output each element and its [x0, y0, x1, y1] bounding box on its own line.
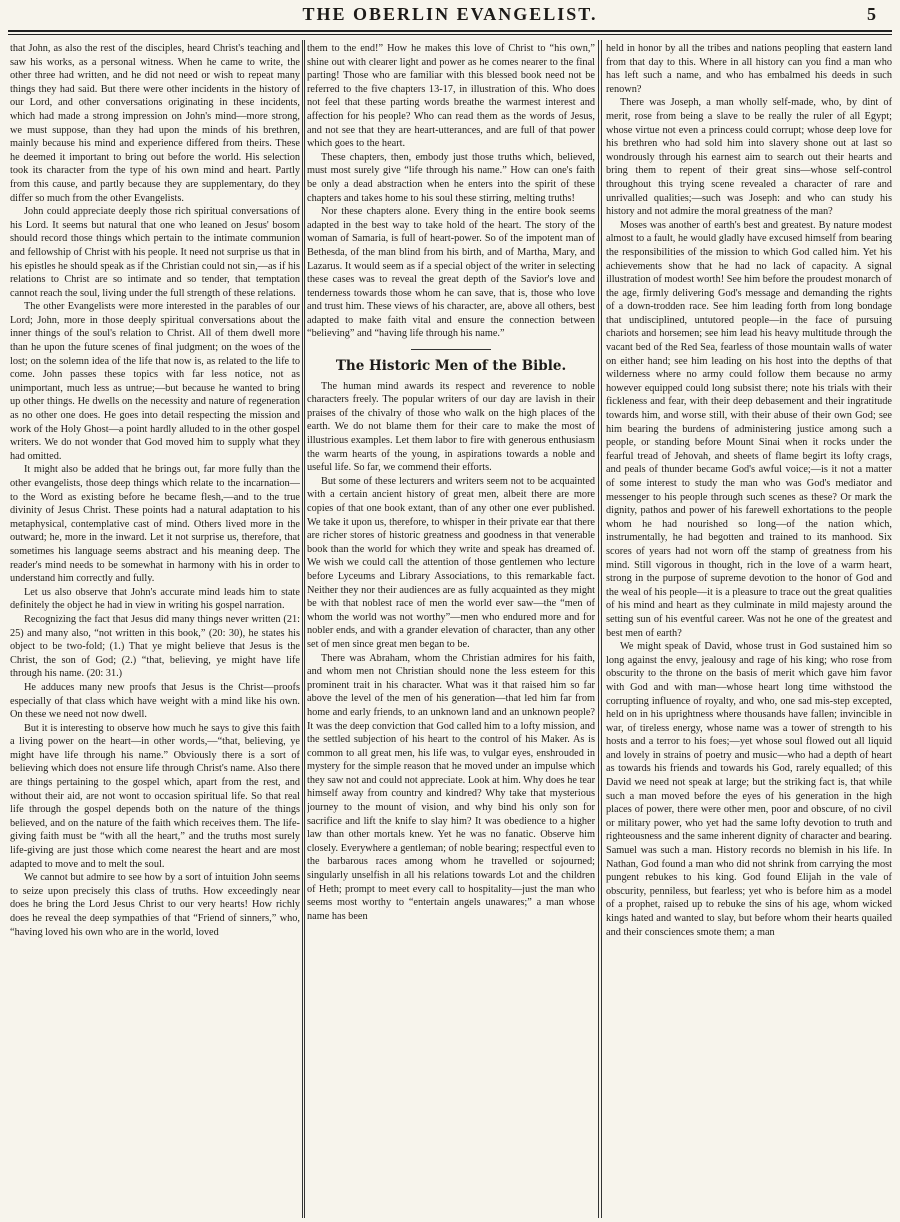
paragraph: These chapters, then, embody just those truths which, believed, must most surely give “life through his name.” How can one's faith be only a dead abstraction when he enters into the spirit of these chapters and takes home to his soul these stirring, melting truths! [307, 151, 595, 204]
paragraph: The human mind awards its respect and reverence to noble characters freely. The popular writers of our day are lavish in their praises of the chivalry of those who walk on the high places of the earth. We do not blame them for their care to make the most of illustrious examples. Let them labor to fire with generous enthusiasm the warm hearts of the young, in aspirations towards a noble and useful life. So far, we commend their efforts. [307, 380, 595, 474]
page-number: 5 [867, 4, 876, 24]
paragraph: them to the end!” How he makes this love of Christ to “his own,” shine out with clearer light and power as he comes nearer to the final parting! Those who are familiar with this blessed book need not be referred to the five chapters 13-17, in illustration of this. Who does not feel that these parting words breathe the warmest interest and affection for his people? Who can read them as the words of Jesus, and not see that they are heart-utterances, and are full of that power which goes to the heart. [307, 43, 595, 150]
paragraph: There was Joseph, a man wholly self-made, who, by dint of merit, rose from being a slave to be really the ruler of all Egypt; whose virtue not even a princess could corrupt; whose deep love for his brethren who had sold him into slavery shone out at last so wondrously through his earnest aim to search out their hearts and bring them to repent of their great sins—whose self-control throughout this trying scene revealed a character of rare and unrivalled qualities;—such was Joseph: and who can study his history and not admire the moral greatness of the man? [606, 97, 892, 218]
column-3 [606, 42, 892, 1214]
paragraph: The other Evangelists were more interested in the parables of our Lord; John, more in those deeply spiritual conversations about the inner things of the soul's relation to Christ. All of them dwell more than he upon the future scenes of final judgment; on the woes of the lost; on the solemn idea of the life that now is, as related to the life to come. John passes these topics with far less notice, not as unimportant, much less as untrue;—but because he wanted to bring up other things. He dwells on the necessity and nature of regeneration as no other one does. He goes into detail respecting the mission and work of the Holy Ghost—a point hardly alluded to in the other gospel writers. We do not wonder that God moved him to supply what they had omitted. [10, 301, 300, 462]
section-divider [411, 349, 491, 350]
paragraph: It might also be added that he brings out, far more fully than the other evangelists, those deep things which relate to the incarnation—to the Word as existing before he became flesh,—and to the true divinity of Jesus Christ. These points had a natural adaptation to his metaphysical, contemplative cast of mind. Others lived more in the outward; he, more in the inward. Let it not surprise us, therefore, that sometimes his language seems abstract and his meaning deep. The reader's mind needs to be somewhat in harmony with his in order to understand him correctly and fully. [10, 464, 300, 585]
masthead [0, 0, 900, 30]
masthead-rule-thin [8, 34, 892, 35]
column-divider [304, 40, 305, 1218]
paragraph: But some of these lecturers and writers seem not to be acquainted with a certain ancient history of great men, albeit there are more copies of that one book extant, than of any other one ever published. We take it upon us, therefore, to whisper in their private ear that there are richer stores of historic greatness and goodness in that venerable book than the world for which they write and speak has dreamed of. We wish we could call the attention of those gentlemen who lecture before Lyceums and Library Associations, to this remarkable fact. Neither they nor their audiences are as fully acquainted as they might be with that noblest race of men the world ever saw—the “men of whom the world was not worthy”—men who endured more and for nobler ends, and with a grander elevation of character, than any other set of men since great men began to be. [307, 475, 595, 650]
paragraph: John could appreciate deeply those rich spiritual conversations of his Lord. It seems but natural that one who leaned on Jesus' bosom should record those things which pertain to the intimate communion and fellowship of Christ with his people. It need not surprise us that in his epistles he should speak as if the Christian could not sin,—as if his relations to Christ are so intimate and so tender, that temptation cannot reach the soul, living under the full strength of these relations. [10, 206, 300, 299]
paragraph: Moses was another of earth's best and greatest. By nature modest almost to a fault, he would gladly have excused himself from bearing the responsibilities of the mission to which God called him. Yet his achievements show that he had no lack of capacity. A signal illustration of modest worth! See him before the proudest monarch of the age, firmly delivering God's message and demanding the rights of a down-trodden race. See him leading forth from long bondage that undisciplined, untutored people—in the face of pursuing chariots and horsemen; see him lead his heavy multitude through the vacant bed of the Red Sea, fearless of those mountain walls of water on either hand; see him leading on his host into the depths of that wilderness where no army could follow them because no army however equipped could long subsist there; note his trials with their fickleness and fear, with their deep debasement and their ingratitude towards him, and worse still, with their abuse of their own God; see him bearing the burdens of administering justice among such a people, or standing before Mount Sinai when it rocks under the fearful tread of Jehovah, and sheets of flame begirt its lofty crags, and peals of thunder became God's awful voice;—is it not a matter of some interest to study the man who was God's mediator and messenger to his people through such scenes as these? Or mark the dignity, pathos and power of his farewell exhortations to the people whom he had nourished so long—of the nation which, instrumentally, he had begotten and trained to its manhood. Six scores of years had not worn off the stamp of greatness from his mind. Still vigorous in thought, rich in the love of a warm heart, strong in the purpose of supreme devotion to the honor of God and the weal of his people—it is a pleasure to trace out the great qualities of his mind and heart as they culminate in mild majesty around the setting sun of his eventful career. Was not he one of the greatest and best men of earth? [606, 219, 892, 639]
paragraph: Recognizing the fact that Jesus did many things never written (21: 25) and many also, “not written in this book,” (20: 30), he states his object to be two-fold; (1.) That ye might believe that Jesus is the Christ, the son of God; (2.) “that, believing, ye might have life through his name. (20: 31.) [10, 613, 300, 680]
paragraph: held in honor by all the tribes and nations peopling that eastern land from that day to this. Where in all history can you find a man who has left such a name, and who has embalmed his deeds in such renown? [606, 43, 892, 95]
paragraph: He adduces many new proofs that Jesus is the Christ—proofs especially of that class which have weight with a mind like his own. On these we need not now dwell. [10, 681, 300, 721]
paragraph: But it is interesting to observe how much he says to give this faith a living power on the heart—in other words,—“that, believing, ye might have life through his name.” Obviously there is a sort of believing which does not ensure life through Christ's name. Also there are things pertaining to the gospel which, apart from the rest, and without their aid, are not wont to occasion spiritual life. So that real life through the gospel depends both on the nature of the things believed, and on the nature of the faith which receives them. The life-giving faith must be “with all the heart,” and the truths most surely life-giving are just those which come nearest the heart and are most adapted to move and to melt the soul. [10, 722, 300, 870]
section-heading: The Historic Men of the Bible. [335, 358, 567, 375]
newspaper-title: THE OBERLIN EVANGELIST. [302, 4, 598, 24]
paragraph: There was Abraham, whom the Christian admires for his faith, and whom men not Christian should none the less esteem for this prominent trait in his character. What was it that raised him so far above the level of the men of his generation—that led him far from home and early friends, to an unknown land and an unknown people? It was the deep conviction that God called him to a lofty mission, and the settled subjection of his heart to the control of his Maker. As is common to all great men, his life was, to vulgar eyes, enshrouded in mystery for the simple reason that he moved under an impulse which they saw not and could not appreciate. Look at him. Why does he tear himself away from country and kindred? Why take that mysterious journey to the mount of vision, and why bind his only son for sacrifice and lift the knife to slay him? It was obedience to a higher law than other mortals knew. Yet he was no fanatic. Observe him closely. Everywhere a gentleman; of noble bearing; respectful even to the barbarous races among whom he travelled or sojourned; singularly unselfish in all his relations towards Lot and the children of Heth; prompt to meet every call to hospitality—just the man who seems most worthy to “entertain angels unawares;” a man whose name has been [307, 652, 595, 922]
paragraph: We cannot but admire to see how by a sort of intuition John seems to seize upon precisely this class of truths. How exceedingly near does he bring the Lord Jesus Christ to our very hearts! How richly does he reveal the deep sympathies of that “Friend of sinners,” who, “having loved his own who are in the world, loved [10, 872, 300, 938]
column-divider [601, 40, 602, 1218]
column-divider [598, 40, 599, 1218]
paragraph: Let us also observe that John's accurate mind leads him to state definitely the object he had in view in writing his gospel narration. [10, 586, 300, 612]
paragraph: that John, as also the rest of the disciples, heard Christ's teaching and saw his works, as a personal witness. When he came to write, the other three had written, and he did not need or wish to repeat many things they had said. But there were other incidents in the history of our Lord, and other conversations originating in these incidents, which had made a strong impression on John's mind—more strong, we must suppose, than they had upon the minds of his brethren, mainly because his mind and experience differed from theirs. These he deemed it important to bring out before the world. His selection took its character from the type of his own mind and heart. Partly from this cause, and partly because they are supplementary, do they differ so much from the other Evangelists. [10, 43, 300, 204]
paragraph: Nor these chapters alone. Every thing in the entire book seems adapted in the best way to take hold of the heart. The story of the woman of Samaria, is full of heart-power. So of the impotent man of Bethesda, of the man blind from his birth, and of Martha, Mary, and Lazarus. It would seem as if a special object of the writer in selecting these cases was to reveal the great depth of the Savior's love and tenderness towards those whom he can save, that is, those who love and trust him. These views of his character, are, above all others, best adapted to make faith vital and ensure the connection between “believing” and “having life through his name.” [307, 206, 595, 340]
paragraph: We might speak of David, whose trust in God sustained him so long against the envy, jealousy and rage of his king; who rose from obscurity to the throne on the basis of merit which gave him favor with God and with man—whose heart long time withstood the corrupting influence of royalty, and who, one sad mis-step excepted, held on in his uprightness where thousands have fallen; invincible in war, of tireless energy, whose name was a tower of strength to his hosts and a terror to his foes;—yet whose soul flowed out all liquid and lovely in strains of poetry and music—who had a depth of heart as towards his friends and towards his God, rarely equalled; of this David we need not speak at large; but the striking fact is, that while such a man moved before the eyes of his generation in the high places of power, there were other men, poor and obscure, of no civil or military power, who yet had the same lofty devotion to truth and righteousness and the same inherent dignity of character and bearing. Samuel was such a man. History records no blemish in his life. In Nathan, God found a man who did not shrink from carrying the most pungent rebukes to his king. God found Elijah in the vale of obscurity, penniless, but fearless; yet who is before him as a model of a prophet, raised up to rebuke the sins of his age, whom wicked kings hated and wanted to slay, but before whom their hearts quailed and their consciences smote them; a man [606, 641, 892, 938]
masthead-rule [8, 30, 892, 32]
column-1 [10, 42, 300, 1214]
column-divider [302, 40, 303, 1218]
column-2 [307, 42, 595, 1214]
